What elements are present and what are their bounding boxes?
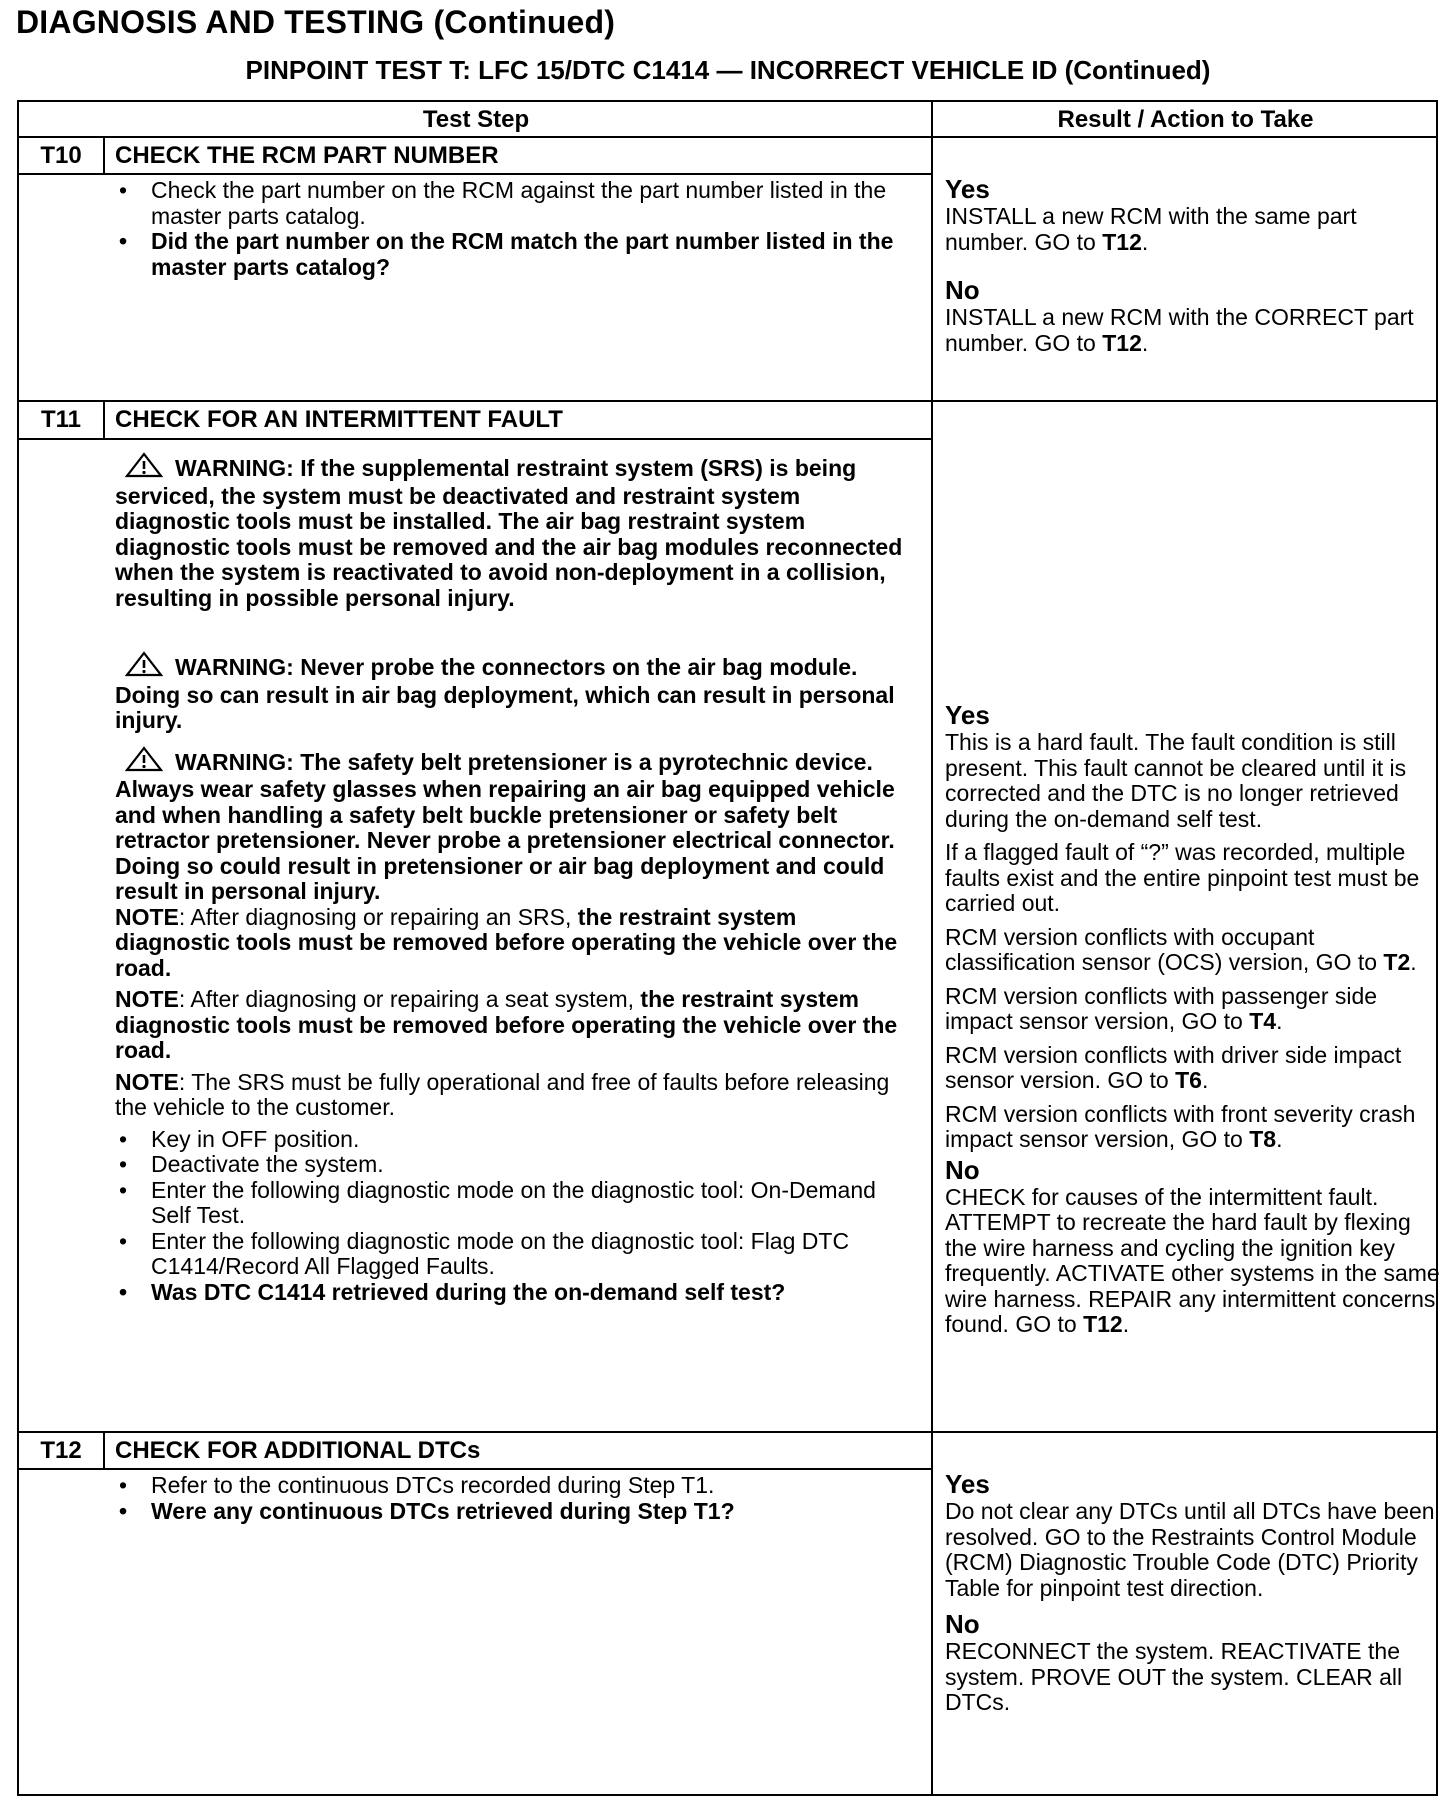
result-yes-driver-side: RCM version conflicts with driver side impact sensor version. GO to T6.	[945, 1041, 1402, 1093]
result-yes-flagged-fault: If a flagged fault of “?” was recorded, multiple faults exist and the entire pinpoint test must be carried out.	[945, 839, 1420, 916]
list-item: • Deactivate the system.	[115, 1152, 915, 1178]
list-item-question: • Was DTC C1414 retrieved during the on-demand self test?	[115, 1280, 915, 1306]
result-yes-text: Do not clear any DTCs until all DTCs have been resolved. GO to the Restraints Control Module (RCM) Diagnostic Trouble Code (DTC) Priority Table for pinpoint test direction.	[945, 1498, 1435, 1601]
list-item: • Check the part number on the RCM against the part number listed in the master parts catalog.	[115, 178, 915, 229]
result-yes-label: Yes	[945, 1469, 990, 1499]
list-item: • Enter the following diagnostic mode on the diagnostic tool: On-Demand Self Test.	[115, 1178, 915, 1229]
list-item: • Enter the following diagnostic mode on the diagnostic tool: Flag DTC C1414/Record All Flagged Faults.	[115, 1229, 915, 1280]
note-srs: NOTE: After diagnosing or repairing an SRS, the restraint system diagnostic tools must be removed before operating the vehicle over the road.	[115, 903, 898, 981]
column-header-result: Result / Action to Take	[1057, 106, 1314, 133]
step-id-t10: T10	[40, 142, 82, 169]
step-id-divider	[103, 400, 105, 438]
list-item-question: • Did the part number on the RCM match the part number listed in the master parts catalog?	[115, 229, 915, 280]
result-t12	[945, 1469, 1445, 1724]
result-yes-text: INSTALL a new RCM with the same part number. GO to T12.	[945, 203, 1357, 255]
result-no-label: No	[945, 1609, 980, 1639]
step-title-t10: CHECK THE RCM PART NUMBER	[115, 142, 499, 169]
list-item: • Key in OFF position.	[115, 1127, 915, 1153]
result-t11	[945, 700, 1445, 1346]
list-item: • Refer to the continuous DTCs recorded during Step T1.	[115, 1473, 915, 1499]
result-yes-label: Yes	[945, 700, 990, 730]
result-no-text: CHECK for causes of the intermittent fault. ATTEMPT to recreate the hard fault by flexing the wire harness and cycling the ignition key frequently. ACTIVATE other systems in the same wire harness. REPAIR any intermittent concerns found. GO to T12.	[945, 1183, 1440, 1337]
warning-pretensioner: WARNING: The safety belt pretensioner is a pyrotechnic device. Always wear safety glasses when repairing an air bag equipped vehicle and when handling a safety belt buckle pretensioner or safety belt retractor pretensioner. Never probe a pretensioner electrical connector. Doing so could result in pretensioner or air bag deployment and could result in personal injury.	[115, 746, 915, 905]
warning-triangle-icon	[125, 452, 163, 484]
result-t10	[945, 174, 1445, 364]
warning-triangle-icon	[125, 651, 163, 683]
step-title-divider	[19, 173, 931, 175]
step-title-divider	[19, 1468, 931, 1470]
warning-probe-connectors: WARNING: Never probe the connectors on the air bag module. Doing so can result in air bag deployment, which can result in personal injury.	[115, 651, 915, 734]
result-yes-ocs: RCM version conflicts with occupant classification sensor (OCS) version, GO to T2.	[945, 923, 1417, 975]
warning-triangle-icon	[125, 746, 163, 778]
step-title-t12: CHECK FOR ADDITIONAL DTCs	[115, 1437, 481, 1464]
result-no-text: RECONNECT the system. REACTIVATE the system. PROVE OUT the system. CLEAR all DTCs.	[945, 1638, 1403, 1715]
step-id-divider	[103, 1431, 105, 1468]
step-id-t11: T11	[40, 406, 82, 433]
note-seat-system: NOTE: After diagnosing or repairing a seat system, the restraint system diagnostic tools must be removed before operating the vehicle over the road.	[115, 986, 898, 1063]
step-body-t12	[115, 1473, 915, 1524]
step-id-t12: T12	[40, 1437, 82, 1464]
step-body-t10	[115, 178, 915, 280]
step-body-t11	[115, 452, 915, 1305]
list-item-question: • Were any continuous DTCs retrieved during Step T1?	[115, 1499, 915, 1525]
page-title: DIAGNOSIS AND TESTING (Continued)	[16, 4, 616, 40]
result-no-label: No	[945, 275, 980, 305]
result-yes-label: Yes	[945, 174, 990, 204]
result-yes-hard-fault: This is a hard fault. The fault condition is still present. This fault cannot be cleared until it is corrected and the DTC is no longer retrieved during the on-demand self test.	[945, 729, 1407, 832]
result-no-label: No	[945, 1154, 980, 1185]
note-fully-operational: NOTE: The SRS must be fully operational and free of faults before releasing the vehicle to the customer.	[115, 1068, 890, 1120]
result-yes-front-severity: RCM version conflicts with front severity crash impact sensor version, GO to T8.	[945, 1100, 1416, 1152]
step-title-t11: CHECK FOR AN INTERMITTENT FAULT	[115, 406, 563, 433]
result-no-text: INSTALL a new RCM with the CORRECT part number. GO to T12.	[945, 304, 1414, 356]
column-header-test-step: Test Step	[422, 106, 530, 133]
column-divider	[931, 102, 933, 1796]
pinpoint-test-title: PINPOINT TEST T: LFC 15/DTC C1414 — INCORRECT VEHICLE ID (Continued)	[245, 55, 1211, 85]
step-id-divider	[103, 136, 105, 173]
step-title-divider	[19, 438, 931, 440]
pinpoint-test-table	[17, 100, 1438, 1796]
result-yes-passenger-side: RCM version conflicts with passenger side impact sensor version, GO to T4.	[945, 982, 1378, 1034]
warning-srs: WARNING: If the supplemental restraint system (SRS) is being serviced, the system must be deactivated and restraint system diagnostic tools must be installed. The air bag restraint system diagnostic tools must be removed and the air bag modules reconnected when the system is reactivated to avoid non-deployment in a collision, resulting in possible personal injury.	[115, 452, 915, 611]
